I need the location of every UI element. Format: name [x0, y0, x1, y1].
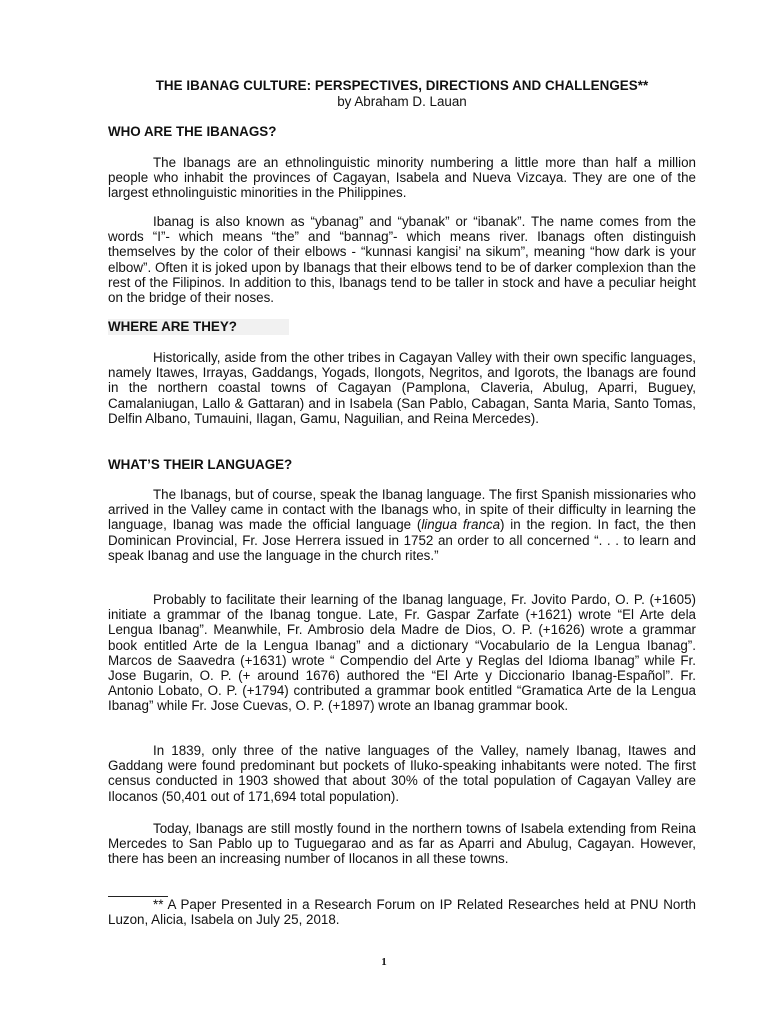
page-number: 1: [381, 956, 387, 968]
paragraph-text: In 1839, only three of the native languages of the Valley, namely Ibanag, Itawes and Gaddang were found predominant but pockets of Iluko-speaking inhabitants were noted. The first census conducted in 1903 showed that about 30% of the total population of Cagayan Valley are Ilocanos (50,401 out of 171,694 total population).: [108, 743, 696, 804]
paragraph-text: The Ibanags, but of course, speak the Ibanag language. The first Spanish missionaries who arrived in the Valley came in contact with the Ibanags who, in spite of their difficulty in learning the language, Ibanag was made the official language (: [108, 487, 696, 533]
paragraph-language-2: [108, 592, 696, 714]
paragraph-text: The Ibanags are an ethnolinguistic minority numbering a little more than half a million people who inhabit the provinces of Cagayan, Isabela and Nueva Vizcaya. They are one of the largest ethnolinguistic minorities in the Philippines.: [108, 155, 696, 201]
paragraph-who-1: [108, 155, 696, 201]
paragraph-who-2: [108, 214, 696, 305]
paragraph-text: Today, Ibanags are still mostly found in the northern towns of Isabela extending from Reina Mercedes to San Pablo up to Tuguegarao and as far as Aparri and Abulug, Cagayan. However, there has been an increasing number of Ilocanos in all these towns.: [108, 821, 696, 867]
paragraph-where-1: [108, 350, 696, 426]
paragraph-language-1: [108, 487, 696, 563]
paragraph-text: Historically, aside from the other tribes in Cagayan Valley with their own specific languages, namely Itawes, Irrayas, Gaddangs, Yogads, Ilongots, Negritos, and Igorots, the Ibanags are found in the northern coastal towns of Cagayan (Pamplona, Claveria, Abulug, Aparri, Buguey, Camalaniugan, Lallo & Gattaran) and in Isabela (San Pablo, Cabagan, Santa Maria, Santo Tomas, Delfin Albano, Tumauini, Ilagan, Gamu, Naguilian, and Reina Mercedes).: [108, 350, 696, 426]
section-heading-who: WHO ARE THE IBANAGS?: [108, 124, 277, 139]
section-heading-language: WHAT’S THEIR LANGUAGE?: [108, 457, 293, 472]
document-title: THE IBANAG CULTURE: PERSPECTIVES, DIRECTIONS AND CHALLENGES**: [155, 78, 649, 93]
paragraph-text: Ibanag is also known as “ybanag” and “ybanak” or “ibanak”. The name comes from the words “I”- which means “the” and “bannag”- which means river. Ibanags often distinguish themselves by the color of their elbows - “kunnasi kangisi’ na sikum”, meaning “how dark is your elbow”. Often it is joked upon by Ibanags that their elbows tend to be of darker complexion than the rest of the Filipinos. In addition to this, Ibanags tend to be taller in stock and have a peculiar height on the bridge of their noses.: [108, 214, 696, 306]
author-byline: by Abraham D. Lauan: [337, 94, 467, 109]
paragraph-language-3: [108, 743, 696, 804]
footnote: [108, 897, 696, 927]
paragraph-text: Probably to facilitate their learning of the Ibanag language, Fr. Jovito Pardo, O. P. (+1605) initiate a grammar of the Ibanag tongue. Late, Fr. Gaspar Zarfate (+1621) wrote “El Arte dela Lengua Ibanag”. Meanwhile, Fr. Ambrosio dela Madre de Dios, O. P. (+1626) wrote a grammar book entitled Arte de la Lengua Ibanag” and a dictionary “Vocabulario de la Lengua Ibanag”. Marcos de Saavedra (+1631) wrote “ Compendio del Arte y Reglas del Idioma Ibanag” while Fr. Jose Bugarin, O. P. (+ around 1676) authored the “El Arte y Diccionario Ibanag-Español”. Fr. Antonio Lobato, O. P. (+1794) contributed a grammar book entitled “Gramatica Arte de la Lengua Ibanag” while Fr. Jose Cuevas, O. P. (+1897) wrote an Ibanag grammar book.: [108, 592, 696, 714]
paragraph-language-4: [108, 821, 696, 867]
section-heading-where: WHERE ARE THEY?: [108, 319, 289, 335]
paragraph-text: ) in the region. In fact, the then Dominican Provincial, Fr. Jose Herrera issued in 1752 an order to all concerned “. . . to learn and speak Ibanag and use the language in the church rites.”: [108, 517, 696, 563]
italic-term: lingua franca: [421, 517, 501, 533]
footnote-text: ** A Paper Presented in a Research Forum on IP Related Researches held at PNU North Luzon, Alicia, Isabela on July 25, 2018.: [108, 897, 696, 928]
